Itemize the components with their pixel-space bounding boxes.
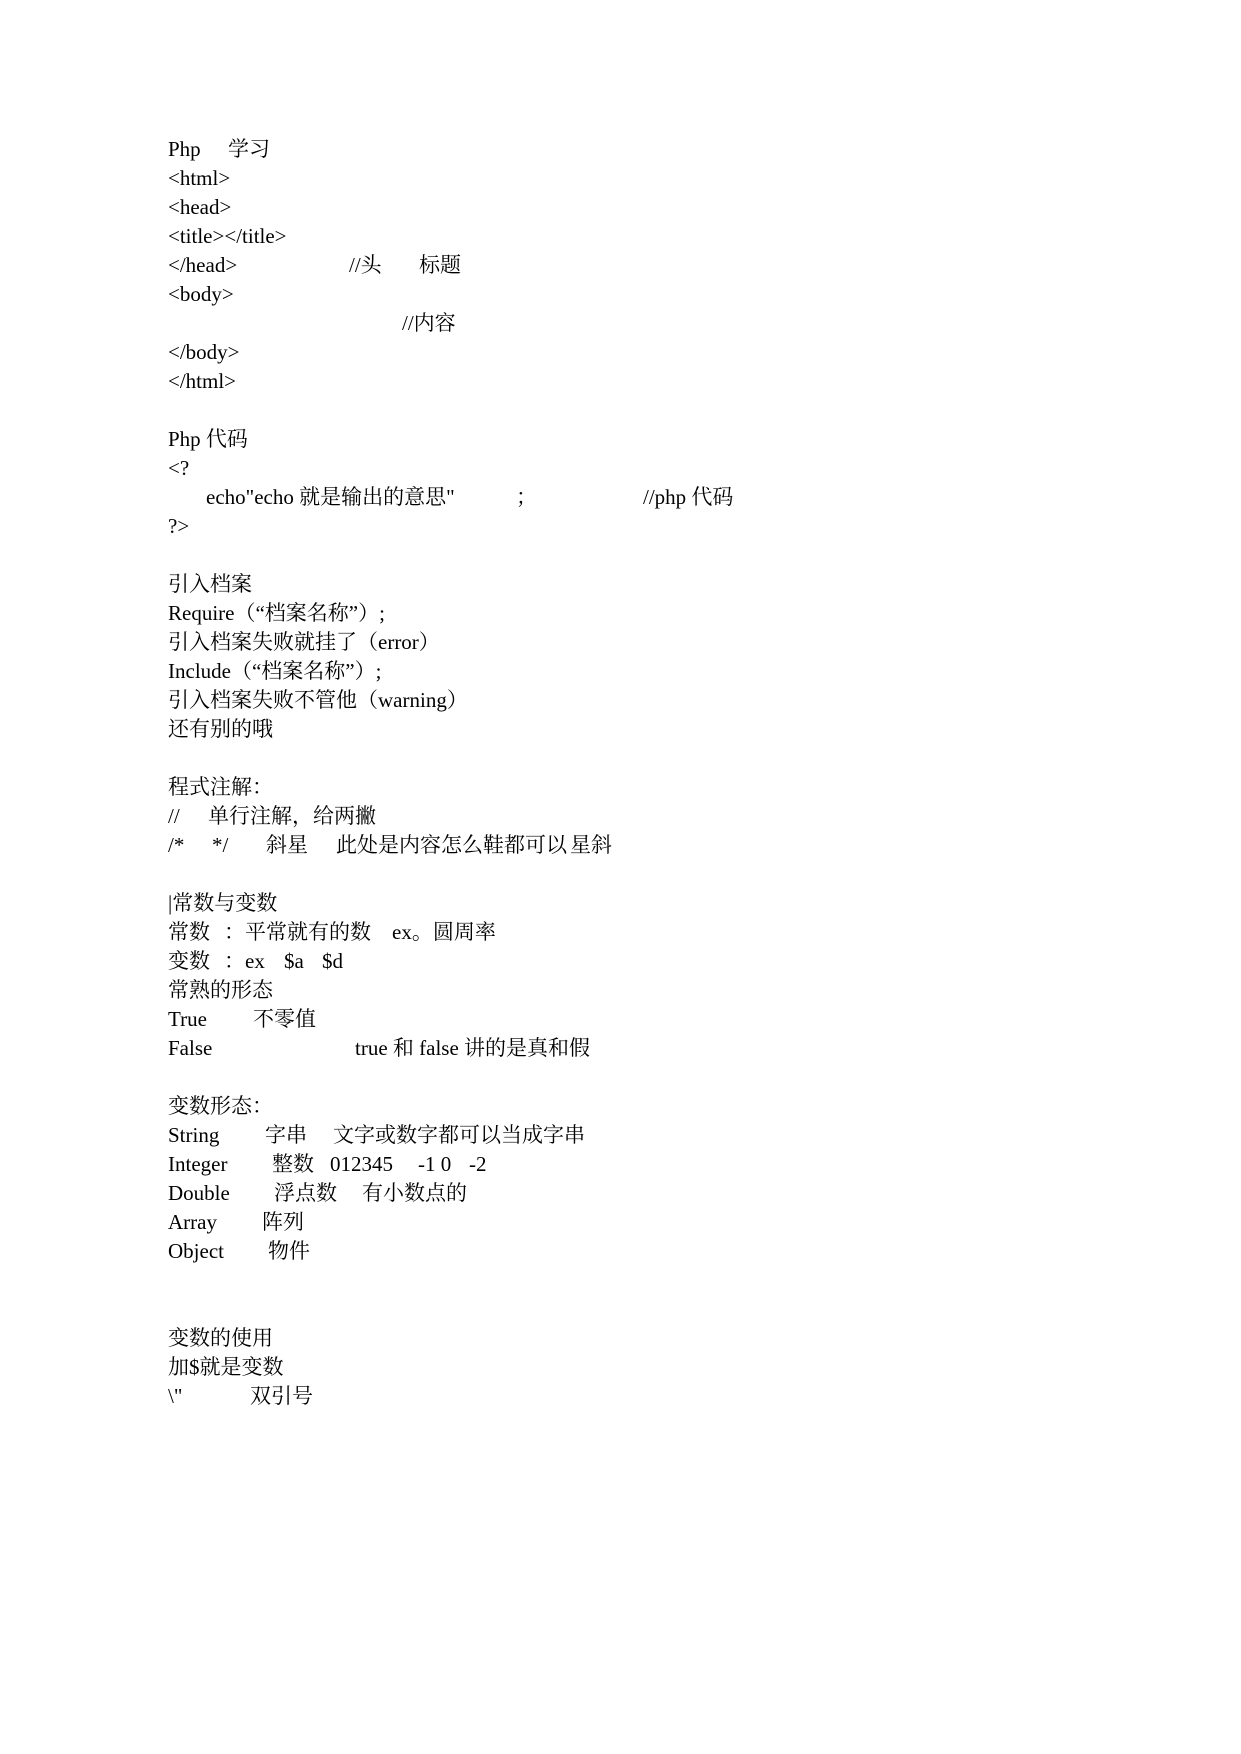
require-line: Require（“档案名称”）; — [168, 601, 385, 625]
head-open-line: <head> — [168, 195, 232, 219]
single-comment-desc: 单行注解，给两撇 — [208, 804, 376, 828]
var-types-heading: 变数形态： — [168, 1094, 273, 1118]
var-usage-heading: 变数的使用 — [168, 1326, 273, 1350]
php-open-tag: <? — [168, 456, 190, 480]
body-open-line: <body> — [168, 282, 234, 306]
html-close-line: </html> — [168, 369, 237, 393]
type-desc: 物件 — [268, 1239, 310, 1263]
single-comment-symbol: // — [168, 804, 180, 828]
false-desc: true 和 false 讲的是真和假 — [355, 1036, 591, 1060]
escape-symbol: \" — [168, 1384, 183, 1408]
type-name: Array — [168, 1210, 217, 1234]
body-comment-line: //内容 — [402, 311, 456, 335]
type-name: String — [168, 1123, 220, 1147]
body-close-line: </body> — [168, 340, 240, 364]
section-title-en: Php — [168, 137, 201, 161]
head-close-tag: </head> — [168, 253, 238, 277]
const-example: ex。圆周率 — [392, 920, 496, 944]
php-echo-statement: echo"echo 就是输出的意思" — [206, 485, 455, 509]
false-label: False — [168, 1036, 213, 1060]
type-name: Object — [168, 1239, 224, 1263]
multi-comment-end: 星斜 — [570, 833, 612, 857]
include-line: Include（“档案名称”）; — [168, 659, 382, 683]
const-label: 常数 — [168, 920, 210, 944]
head-comment-b: 标题 — [419, 253, 461, 277]
section-title-zh: 学习 — [228, 137, 270, 161]
include-note: 引入档案失败不管他（warning） — [168, 688, 468, 712]
type-row — [168, 1239, 310, 1335]
multi-comment-desc: 此处是内容怎么鞋都可以 — [336, 833, 567, 857]
type-note: 有小数点的 — [362, 1181, 467, 1205]
type-note-3: -2 — [469, 1152, 487, 1176]
php-code-heading: Php 代码 — [168, 427, 248, 451]
include-heading: 引入档案 — [168, 572, 252, 596]
comments-heading: 程式注解： — [168, 775, 273, 799]
type-name: Integer — [168, 1152, 228, 1176]
html-open-line: <html> — [168, 166, 231, 190]
multi-comment-open: /* — [168, 833, 185, 857]
forms-heading: 常熟的形态 — [168, 978, 273, 1002]
type-name: Double — [168, 1181, 230, 1205]
escape-line — [168, 1384, 313, 1480]
type-note-2: -1 0 — [418, 1152, 452, 1176]
type-note: 文字或数字都可以当成字串 — [333, 1123, 585, 1147]
var-label: 变数 — [168, 949, 210, 973]
type-desc: 阵列 — [262, 1210, 304, 1234]
type-note: 012345 — [330, 1152, 393, 1176]
more-note: 还有别的哦 — [168, 717, 273, 741]
multi-comment-label: 斜星 — [266, 833, 308, 857]
type-desc: 字串 — [265, 1123, 307, 1147]
dollar-note: 加$就是变数 — [168, 1355, 284, 1379]
type-desc: 浮点数 — [274, 1181, 337, 1205]
multi-comment-close: */ — [212, 833, 229, 857]
head-comment-a: //头 — [349, 253, 382, 277]
true-desc: 不零值 — [253, 1007, 316, 1031]
var-desc: ：ex — [224, 949, 265, 973]
type-desc: 整数 — [272, 1152, 314, 1176]
escape-desc: 双引号 — [250, 1384, 313, 1408]
php-comment: //php 代码 — [643, 485, 734, 509]
title-tag-line: <title></title> — [168, 224, 287, 248]
require-note: 引入档案失败就挂了（error） — [168, 630, 440, 654]
php-close-tag: ?> — [168, 514, 190, 538]
true-label: True — [168, 1007, 207, 1031]
var-example-a: $a — [284, 949, 304, 973]
php-semicolon: ； — [516, 485, 537, 509]
const-var-heading: |常数与变数 — [168, 891, 278, 915]
const-desc: ：平常就有的数 — [224, 920, 371, 944]
var-example-d: $d — [322, 949, 343, 973]
